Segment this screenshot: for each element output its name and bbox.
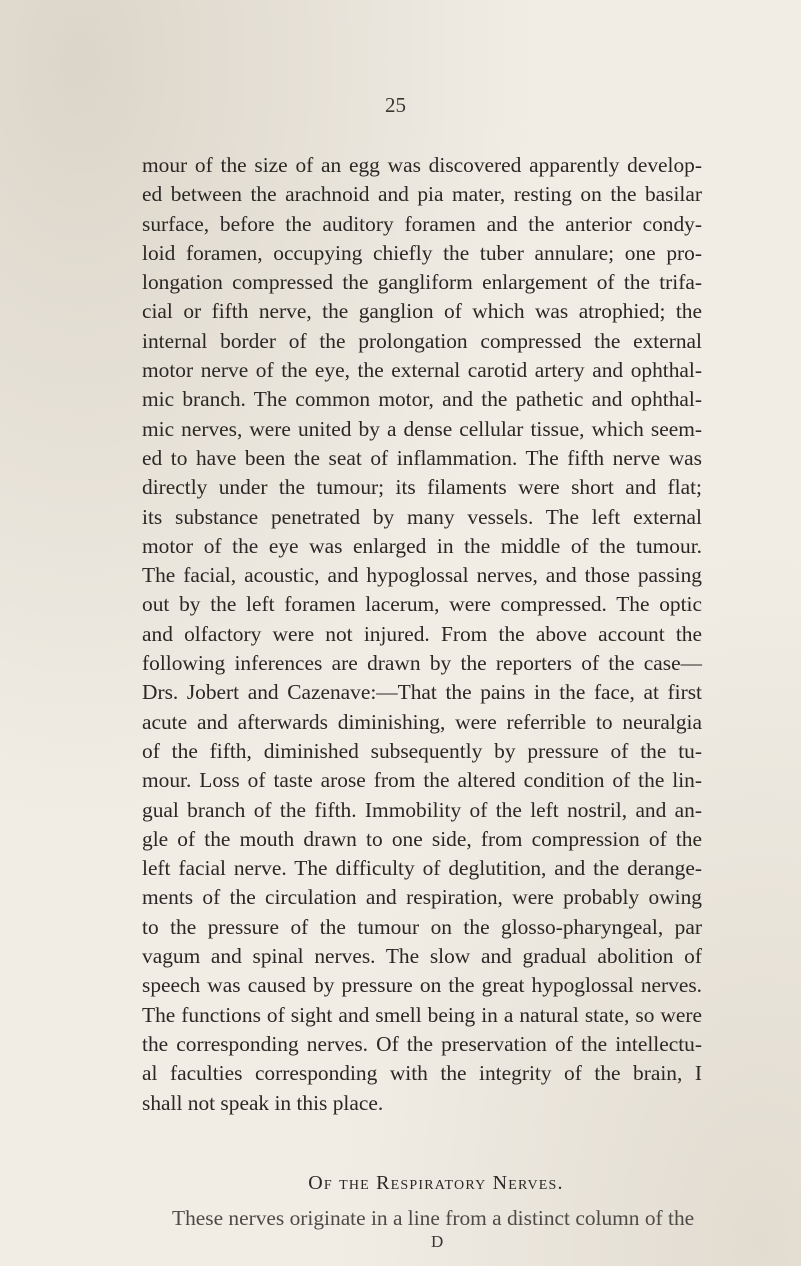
section-paragraph (172, 1204, 787, 1233)
text-line: acute and afterwards diminishing, were referrible to neuralgia (142, 709, 702, 734)
text-line: speech was caused by pressure on the great hypoglossal nerves. (142, 973, 702, 998)
text-line: longation compressed the gangliform enlargement of the trifa- (142, 270, 702, 295)
text-line: and olfactory were not injured. From the above account the (142, 621, 702, 646)
signature-mark: D (431, 1232, 444, 1251)
text-line: loid foramen, occupying chiefly the tuber annulare; one pro- (142, 240, 702, 265)
text-line: out by the left foramen lacerum, were compressed. The optic (142, 592, 702, 617)
text-line: vagum and spinal nerves. The slow and gradual abolition of (142, 944, 702, 969)
text-line: Drs. Jobert and Cazenave:—That the pains in the face, at first (142, 680, 702, 705)
text-line: to the pressure of the tumour on the glosso-pharyngeal, par (142, 914, 702, 939)
text-line: gle of the mouth drawn to one side, from compression of the (142, 826, 702, 851)
text-line: motor nerve of the eye, the external carotid artery and ophthal- (142, 358, 702, 383)
page-number: 25 (385, 93, 406, 117)
section-heading: Of the Respiratory Nerves. (308, 1172, 564, 1194)
text-line: internal border of the prolongation compressed the external (142, 328, 702, 353)
text-line: al faculties corresponding with the integrity of the brain, I (142, 1061, 702, 1086)
text-line: mour of the size of an egg was discovered apparently develop- (142, 153, 702, 177)
text-line: shall not speak in this place. (142, 1090, 384, 1115)
text-line: surface, before the auditory foramen and the anterior condy- (142, 211, 702, 236)
body-paragraph (142, 151, 702, 1118)
text-line: mour. Loss of taste arose from the altered condition of the lin- (142, 768, 702, 793)
text-line: following inferences are drawn by the reporters of the case— (142, 651, 702, 676)
text-line: its substance penetrated by many vessels. The left external (142, 504, 702, 529)
text-line: The functions of sight and smell being in a natural state, so were (142, 1002, 702, 1027)
text-line: of the fifth, diminished subsequently by pressure of the tu- (142, 738, 702, 763)
text-line: cial or fifth nerve, the ganglion of which was atrophied; the (142, 299, 702, 324)
text-line: The facial, acoustic, and hypoglossal nerves, and those passing (142, 563, 702, 588)
text-line: ed between the arachnoid and pia mater, resting on the basilar (142, 182, 702, 207)
text-line: mic branch. The common motor, and the pathetic and ophthal- (142, 387, 702, 412)
text-line: the corresponding nerves. Of the preservation of the intellectu- (142, 1031, 702, 1056)
text-line: gual branch of the fifth. Immobility of the left nostril, and an- (142, 797, 702, 822)
text-line: left facial nerve. The difficulty of deglutition, and the derange- (142, 856, 702, 881)
text-line: directly under the tumour; its filaments were short and flat; (142, 475, 702, 500)
text-line: mic nerves, were united by a dense cellular tissue, which seem- (142, 416, 702, 441)
text-line: ed to have been the seat of inflammation. The fifth nerve was (142, 445, 702, 470)
text-line: motor of the eye was enlarged in the middle of the tumour. (142, 533, 702, 558)
text-line: These nerves originate in a line from a distinct column of the (172, 1206, 695, 1230)
text-line: ments of the circulation and respiration, were probably owing (142, 885, 702, 910)
